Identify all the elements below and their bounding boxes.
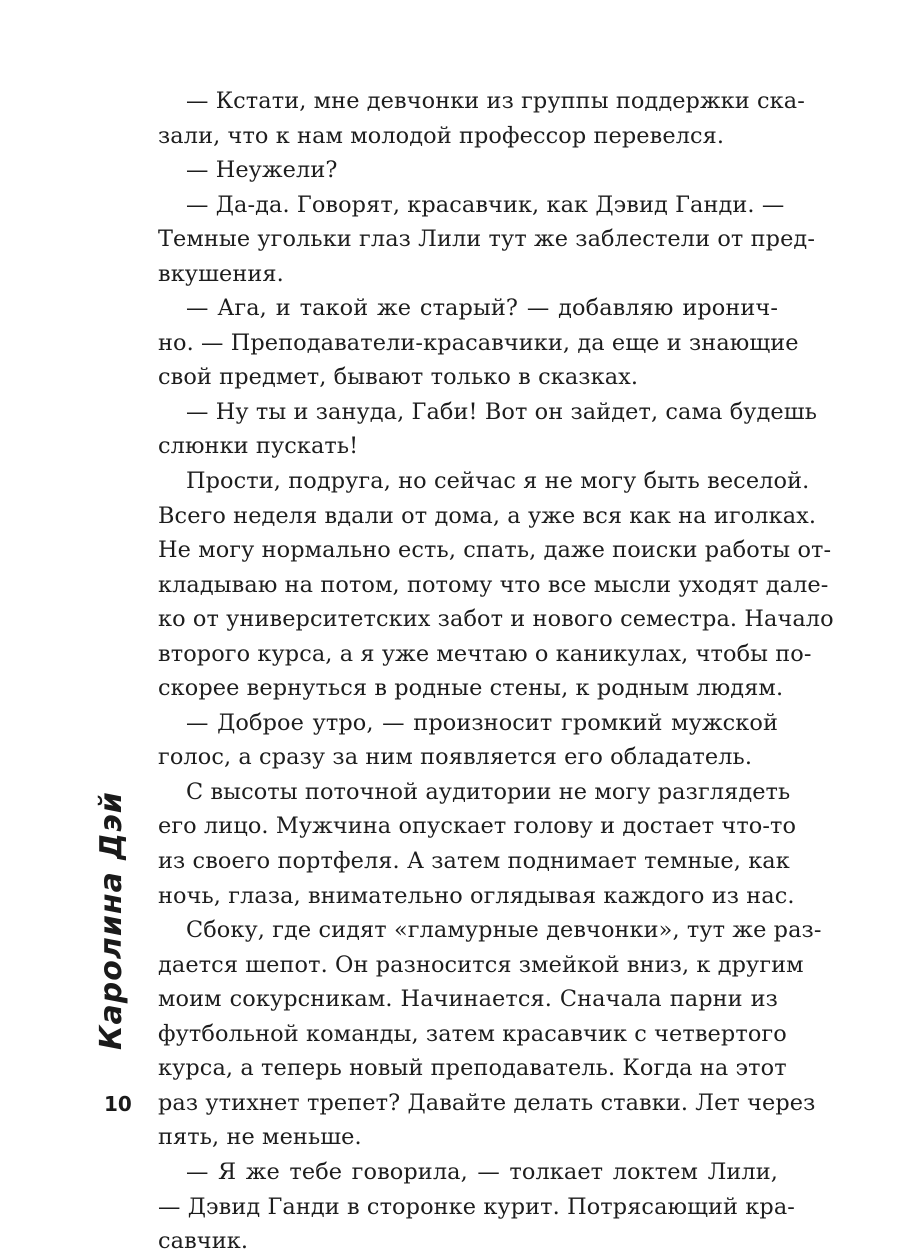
page-body-text: [158, 84, 834, 1259]
text-line: скорее вернуться в родные стены, к родным людям.: [158, 675, 784, 702]
text-line: — Неужели?: [186, 157, 338, 184]
text-line: Всего неделя вдали от дома, а уже вся как на иголках.: [158, 502, 817, 529]
text-line: ко от университетских забот и нового семестра. Начало: [158, 606, 834, 633]
text-line: слюнки пускать!: [158, 433, 359, 460]
text-line: — Да-да. Говорят, красавчик, как Дэвид Ганди. —: [186, 191, 785, 218]
text-line: моим сокурсникам. Начинается. Сначала парни из: [158, 986, 778, 1013]
text-line: из своего портфеля. А затем поднимает темные, как: [158, 848, 790, 875]
text-line: кладываю на потом, потому что все мысли уходят дале-: [158, 571, 829, 598]
text-line: дается шепот. Он разносится змейкой вниз, к другим: [158, 951, 804, 978]
text-line: — Дэвид Ганди в сторонке курит. Потрясающий кра-: [158, 1193, 795, 1220]
text-line: курса, а теперь новый преподаватель. Когда на этот: [158, 1055, 787, 1082]
text-line: — Ага, и такой же старый? — добавляю иронич-: [186, 295, 778, 322]
running-head-author: Каролина Дэй: [94, 791, 129, 1050]
text-line: Сбоку, где сидят «гламурные девчонки», тут же раз-: [186, 917, 822, 944]
text-line: пять, не меньше.: [158, 1124, 362, 1151]
text-line: — Ну ты и зануда, Габи! Вот он зайдет, сама будешь: [186, 398, 817, 425]
text-line: савчик.: [158, 1228, 249, 1255]
text-line: Не могу нормально есть, спать, даже поиски работы от-: [158, 537, 832, 564]
text-line: ночь, глаза, внимательно оглядывая каждого из нас.: [158, 882, 795, 909]
text-line: Темные угольки глаз Лили тут же заблестели от пред-: [158, 226, 815, 253]
text-line: второго курса, а я уже мечтаю о каникулах, чтобы по-: [158, 640, 812, 667]
text-line: его лицо. Мужчина опускает голову и достает что-то: [158, 813, 797, 840]
text-line: но. — Преподаватели-красавчики, да еще и знающие: [158, 329, 799, 356]
text-line: зали, что к нам молодой профессор перевелся.: [158, 122, 725, 149]
text-line: голос, а сразу за ним появляется его обладатель.: [158, 744, 753, 771]
text-line: — Кстати, мне девчонки из группы поддержки ска-: [186, 88, 805, 114]
text-line: свой предмет, бывают только в сказках.: [158, 364, 639, 391]
text-line: вкушения.: [158, 260, 284, 287]
text-line: С высоты поточной аудитории не могу разглядеть: [186, 778, 791, 805]
text-line: — Доброе утро, — произносит громкий мужской: [186, 709, 778, 736]
text-line: футбольной команды, затем красавчик с четвертого: [158, 1020, 787, 1047]
text-line: Прости, подруга, но сейчас я не могу быть веселой.: [186, 468, 810, 495]
text-line: раз утихнет трепет? Давайте делать ставки. Лет через: [158, 1089, 816, 1116]
text-line: — Я же тебе говорила, — толкает локтем Лили,: [186, 1158, 778, 1185]
page-number: 10: [104, 1092, 132, 1116]
